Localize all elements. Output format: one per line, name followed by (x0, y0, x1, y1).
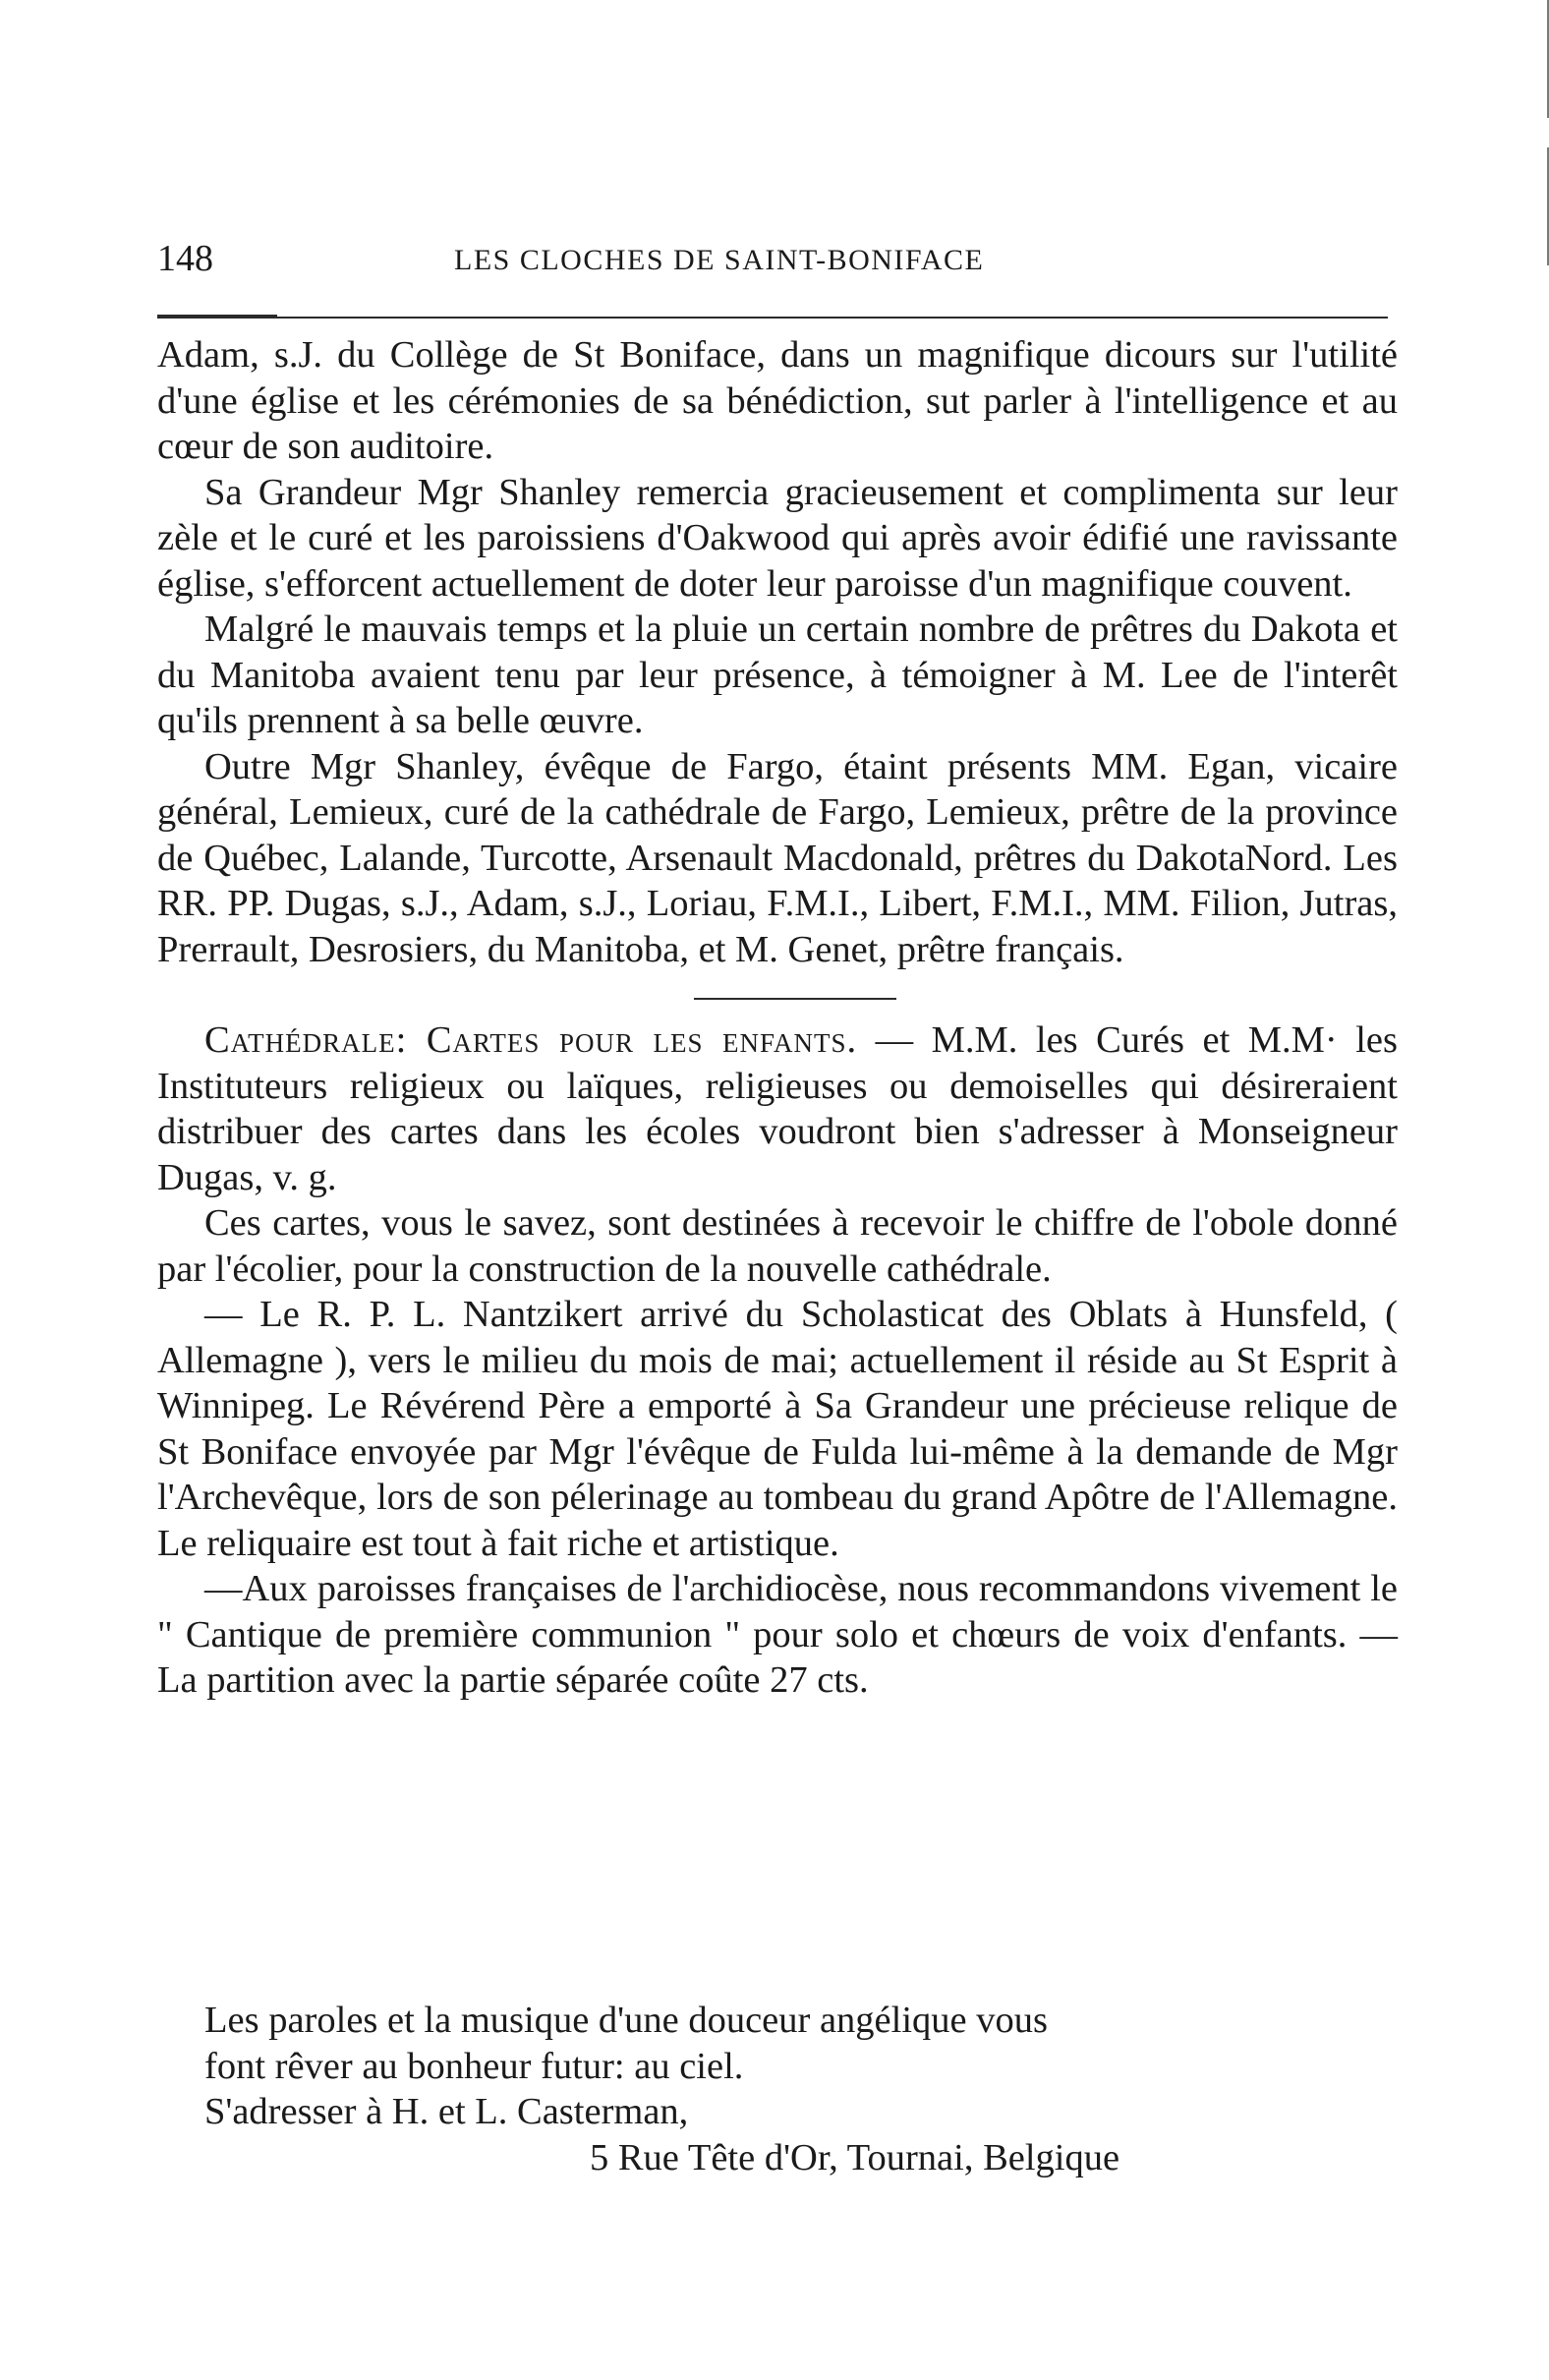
section-lead-text: — M.M. les Curés et M.M· les Instituteurs religieux ou laïques, religieuses ou demoiselles qui désireraient distribuer des cartes dans les écoles voudront bien s'adresser à Monseigneur Dugas, v. g. (157, 1019, 1398, 1198)
closing-line: font rêver au bonheur futur: au ciel. (204, 2045, 744, 2087)
section-divider (694, 998, 896, 1000)
publisher-address: 5 Rue Tête d'Or, Tournai, Belgique (590, 2136, 1120, 2178)
header-rule (157, 317, 1388, 319)
section-heading: Cathédrale: Cartes pour les enfants. (204, 1019, 858, 1061)
running-title: LES CLOCHES DE SAINT-BONIFACE (454, 244, 985, 276)
paragraph: Malgré le mauvais temps et la pluie un certain nombre de prêtres du Dakota et du Manitoba avaient tenu par leur présence, à témoigner à M. Lee de l'interêt qu'ils prennent à sa belle œuvre. (157, 609, 1398, 741)
paragraph: Ces cartes, vous le savez, sont destinées à recevoir le chiffre de l'obole donné par l'écolier, pour la construction de la nouvelle cathédrale. (157, 1202, 1398, 1290)
paragraph: — Le R. P. L. Nantzikert arrivé du Scholasticat des Oblats à Hunsfeld, ( Allemagne ), vers le milieu du mois de mai; actuellement il réside au St Esprit à Winnipeg. Le Révérend Père a emporté à Sa Grandeur une précieuse relique de St Boniface envoyée par Mgr l'évêque de Fulda lui-même à la demande de Mgr l'Archevêque, lors de son pélerinage au tombeau du grand Apôtre de l'Allemagne. Le reliquaire est tout à fait riche et artistique. (157, 1294, 1398, 1564)
closing-line: S'adresser à H. et L. Casterman, (204, 2091, 689, 2132)
section-lead-paragraph (157, 1017, 1398, 1200)
page-header (157, 234, 1396, 283)
paragraph: Adam, s.J. du Collège de St Boniface, dans un magnifique dicours sur l'utilité d'une église et les cérémonies de sa bénédiction, sut parler à l'intelligence et au cœur de son auditoire. (157, 334, 1398, 467)
closing-block (204, 1998, 1398, 2180)
page-number: 148 (157, 238, 213, 279)
paragraph: Outre Mgr Shanley, évêque de Fargo, étaint présents MM. Egan, vicaire général, Lemieux, curé de la cathédrale de Fargo, Lemieux, prêtre de la province de Québec, Lalande, Turcotte, Arsenault Macdonald, prêtres du DakotaNord. Les RR. PP. Dugas, s.J., Adam, s.J., Loriau, F.M.I., Libert, F.M.I., MM. Filion, Jutras, Prerrault, Desrosiers, du Manitoba, et M. Genet, prêtre français. (157, 745, 1398, 970)
main-text (157, 332, 1398, 1704)
paragraph: —Aux paroisses françaises de l'archidiocèse, nous recommandons vivement le " Cantique de première communion " pour solo et chœurs de voix d'enfants. — La partition avec la partie séparée coûte 27 cts. (157, 1568, 1398, 1701)
header-rule-accent (157, 315, 277, 319)
closing-line: Les paroles et la musique d'une douceur angélique vous (204, 2000, 1048, 2041)
paragraph: Sa Grandeur Mgr Shanley remercia gracieusement et complimenta sur leur zèle et le curé et les paroissiens d'Oakwood qui après avoir édifié une ravissante église, s'efforcent actuellement de doter leur paroisse d'un magnifique couvent. (157, 471, 1398, 605)
